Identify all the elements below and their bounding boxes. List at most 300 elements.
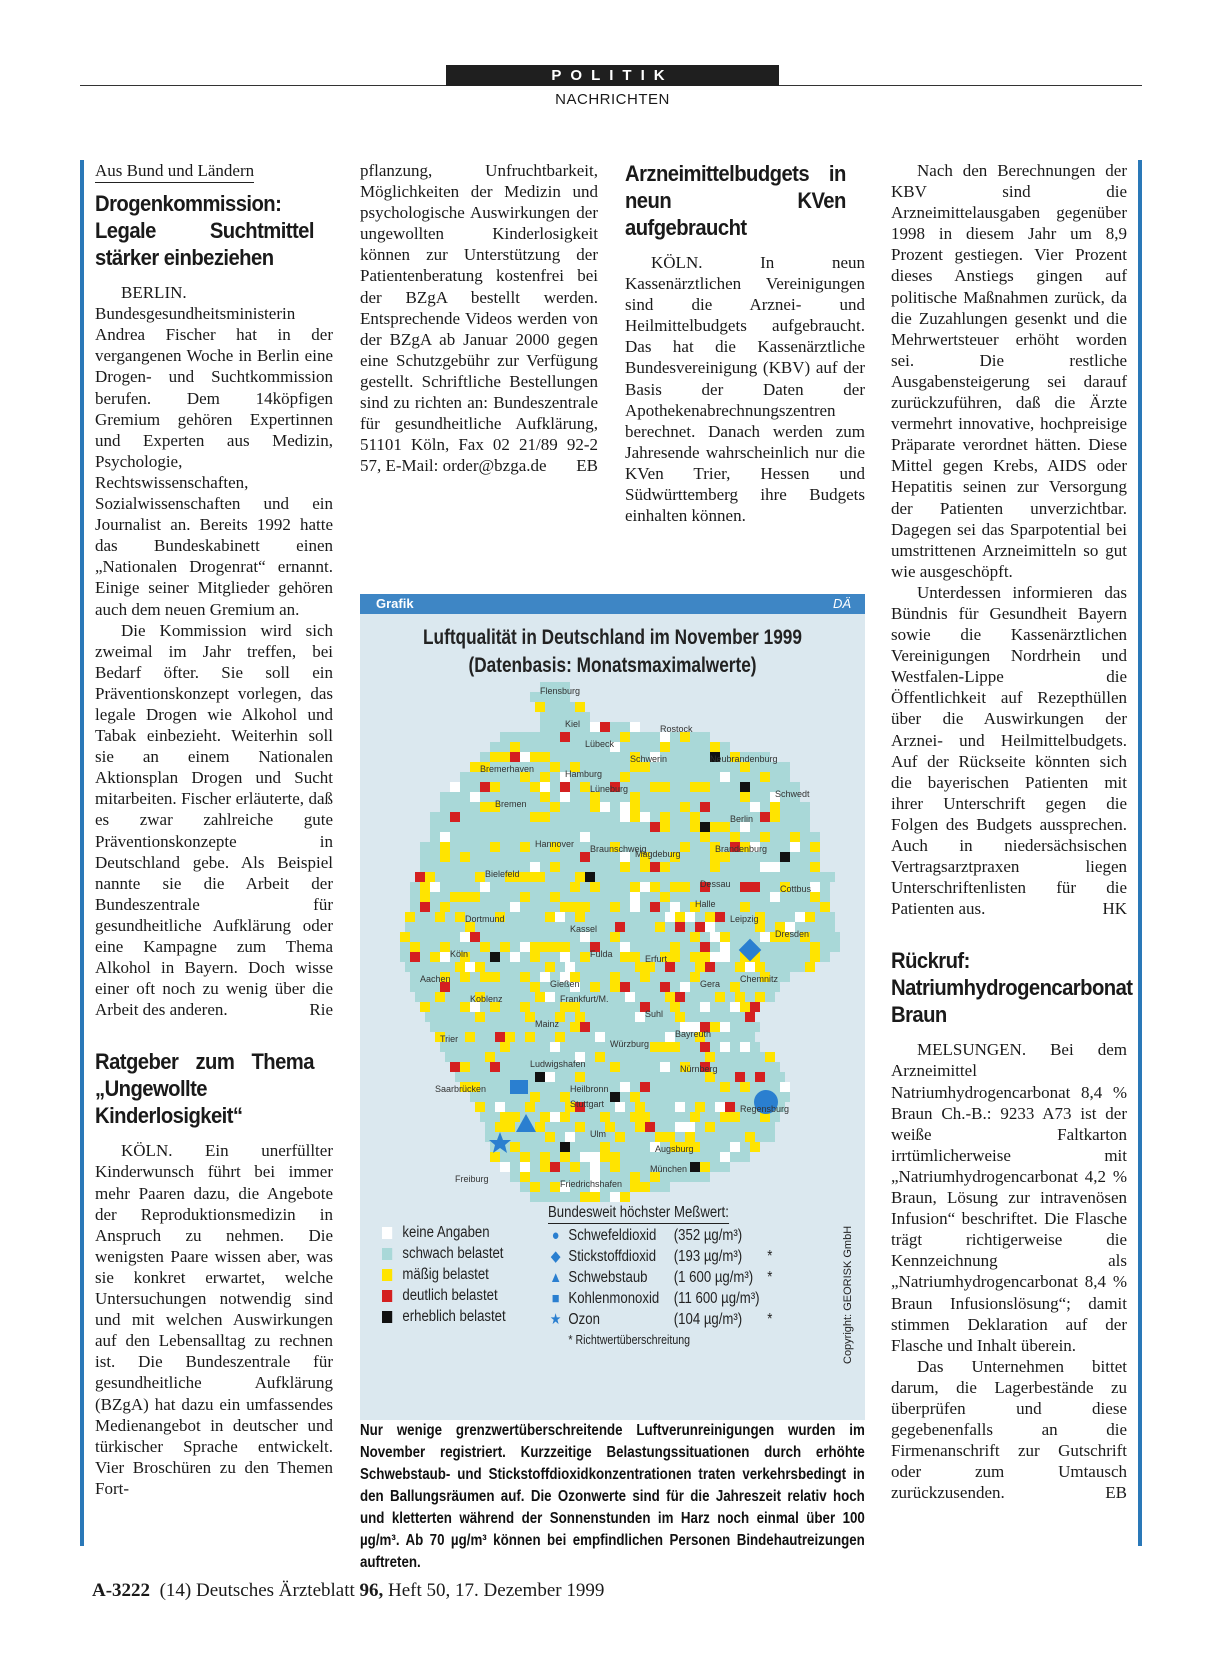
- map-cell: [650, 862, 660, 872]
- map-cell: [470, 1062, 480, 1072]
- map-cell: [740, 862, 750, 872]
- map-cell: [810, 842, 820, 852]
- map-cell: [515, 992, 525, 1002]
- map-cell: [420, 942, 430, 952]
- map-cell: [630, 892, 640, 902]
- map-cell: [740, 1152, 750, 1162]
- map-cell: [440, 852, 450, 862]
- map-cell: [470, 1022, 480, 1032]
- map-cell: [620, 762, 630, 772]
- map-cell: [675, 922, 685, 932]
- map-cell: [620, 742, 630, 752]
- map-cell: [590, 752, 600, 762]
- map-cell: [645, 992, 655, 1002]
- map-cell: [610, 892, 620, 902]
- map-cell: [570, 782, 580, 792]
- map-cell: [675, 1132, 685, 1142]
- map-cell: [470, 982, 480, 992]
- article1-paragraph: BERLIN. Bundesgesundheitsministerin Andrea Fischer hat in der vergangenen Woche in Berlin eine Drogen- und Suchtkommission berufen. Dem 14köpfigen Gremium gehören Expertinnen und Experten aus Medizin, Psychologie, Rechtswissenschaften, Sozialwissenschaften und ein Journalist an. Bereits 1992 hatte das Bundeskabinett einen „Nationalen Drogenrat“ ernannt. Einige seiner Mitglieder gehören auch dem neuen Gremium an.: [95, 283, 333, 619]
- map-cell: [560, 942, 570, 952]
- map-cell: [435, 922, 445, 932]
- map-cell: [730, 782, 740, 792]
- map-cell: [460, 862, 470, 872]
- map-cell: [520, 932, 530, 942]
- map-cell: [530, 1092, 540, 1102]
- map-cell: [675, 1102, 685, 1112]
- map-cell: [620, 1142, 630, 1152]
- map-cell: [605, 1132, 615, 1142]
- map-cell: [785, 912, 795, 922]
- map-cell: [670, 802, 680, 812]
- map-cell: [700, 802, 710, 812]
- map-cell: [740, 1002, 750, 1012]
- map-cell: [720, 902, 730, 912]
- legend-swatch: [382, 1290, 392, 1302]
- map-cell: [685, 992, 695, 1002]
- map-cell: [530, 1002, 540, 1012]
- map-cell: [540, 1182, 550, 1192]
- map-cell: [500, 892, 510, 902]
- map-cell: [660, 1022, 670, 1032]
- map-cell: [470, 772, 480, 782]
- map-cell: [605, 912, 615, 922]
- map-cell: [500, 1112, 510, 1122]
- map-cell: [410, 972, 420, 982]
- map-cell: [490, 1062, 500, 1072]
- map-cell: [570, 882, 580, 892]
- map-cell: [430, 882, 440, 892]
- map-cell: [490, 852, 500, 862]
- column-marker-right: [1138, 160, 1142, 1546]
- map-cell: [540, 852, 550, 862]
- map-cell: [515, 1132, 525, 1142]
- map-cell: [470, 822, 480, 832]
- map-cell: [620, 802, 630, 812]
- map-cell: [570, 1142, 580, 1152]
- map-cell: [525, 1102, 535, 1112]
- map-cell: [400, 942, 410, 952]
- map-cell: [800, 812, 810, 822]
- map-cell: [520, 742, 530, 752]
- carbon-monoxide-marker: [510, 1080, 528, 1094]
- map-cell: [480, 882, 490, 892]
- map-cell: [660, 772, 670, 782]
- map-cell: [705, 1052, 715, 1062]
- map-cell: [590, 812, 600, 822]
- map-cell: [500, 832, 510, 842]
- map-cell: [610, 722, 620, 732]
- map-cell: [560, 812, 570, 822]
- map-cell: [435, 1012, 445, 1022]
- map-cell: [530, 1082, 540, 1092]
- map-cell: [410, 892, 420, 902]
- map-cell: [610, 1152, 620, 1162]
- map-cell: [760, 832, 770, 842]
- map-cell: [630, 952, 640, 962]
- map-cell: [740, 832, 750, 842]
- map-cell: [800, 862, 810, 872]
- map-cell: [670, 942, 680, 952]
- map-cell: [520, 822, 530, 832]
- legend-swatch: [382, 1227, 392, 1239]
- map-cell: [710, 862, 720, 872]
- map-cell: [490, 902, 500, 912]
- map-cell: [510, 1002, 520, 1012]
- city-label: Cottbus: [780, 884, 812, 894]
- map-cell: [535, 1122, 545, 1132]
- map-cell: [780, 762, 790, 772]
- map-cell: [480, 752, 490, 762]
- map-cell: [665, 872, 675, 882]
- map-cell: [690, 952, 700, 962]
- map-cell: [620, 832, 630, 842]
- map-cell: [630, 812, 640, 822]
- map-cell: [675, 1012, 685, 1022]
- map-cell: [700, 1152, 710, 1162]
- max-row-so2: ● Schwefeldioxid (352 µg/m³): [548, 1225, 772, 1246]
- map-cell: [695, 1052, 705, 1062]
- map-cell: [780, 772, 790, 782]
- map-cell: [555, 1122, 565, 1132]
- map-cell: [810, 932, 820, 942]
- map-cell: [470, 952, 480, 962]
- map-cell: [580, 822, 590, 832]
- map-cell: [770, 1082, 780, 1092]
- map-cell: [720, 982, 730, 992]
- map-cell: [535, 912, 545, 922]
- map-cell: [690, 742, 700, 752]
- map-cell: [715, 1032, 725, 1042]
- map-cell: [645, 922, 655, 932]
- map-cell: [500, 752, 510, 762]
- map-cell: [700, 1142, 710, 1152]
- map-cell: [765, 872, 775, 882]
- map-cell: [450, 852, 460, 862]
- map-cell: [720, 772, 730, 782]
- map-cell: [700, 1092, 710, 1102]
- map-cell: [730, 792, 740, 802]
- map-cell: [530, 1182, 540, 1192]
- city-label: Fulda: [590, 949, 613, 959]
- map-cell: [660, 902, 670, 912]
- map-cell: [690, 1082, 700, 1092]
- map-cell: [555, 1102, 565, 1112]
- map-cell: [535, 702, 545, 712]
- map-cell: [755, 1052, 765, 1062]
- map-cell: [695, 912, 705, 922]
- map-cell: [620, 1112, 630, 1122]
- map-cell: [430, 862, 440, 872]
- map-cell: [470, 832, 480, 842]
- map-cell: [730, 972, 740, 982]
- map-cell: [540, 712, 550, 722]
- map-cell: [760, 942, 770, 952]
- map-cell: [750, 892, 760, 902]
- map-cell: [750, 802, 760, 812]
- headline-rueckruf: Rückruf: Natriumhydrogencarbonat Braun: [891, 948, 1133, 1028]
- map-cell: [650, 1182, 660, 1192]
- map-cell: [760, 932, 770, 942]
- map-cell: [500, 842, 510, 852]
- map-cell: [730, 1002, 740, 1012]
- map-cell: [575, 1012, 585, 1022]
- map-cell: [670, 982, 680, 992]
- map-cell: [665, 912, 675, 922]
- map-cell: [610, 982, 620, 992]
- map-cell: [715, 1122, 725, 1132]
- city-label: Erfurt: [645, 954, 668, 964]
- map-cell: [630, 1062, 640, 1072]
- map-cell: [760, 772, 770, 782]
- map-cell: [670, 792, 680, 802]
- map-cell: [680, 932, 690, 942]
- map-cell: [545, 1132, 555, 1142]
- map-cell: [520, 1062, 530, 1072]
- map-cell: [525, 872, 535, 882]
- map-cell: [565, 702, 575, 712]
- map-cell: [820, 902, 830, 912]
- map-cell: [810, 862, 820, 872]
- map-cell: [580, 752, 590, 762]
- map-cell: [450, 1022, 460, 1032]
- map-cell: [550, 762, 560, 772]
- map-cell: [720, 1092, 730, 1102]
- map-cell: [580, 832, 590, 842]
- map-cell: [415, 872, 425, 882]
- map-cell: [430, 952, 440, 962]
- map-cell: [460, 842, 470, 852]
- map-cell: [630, 732, 640, 742]
- map-cell: [540, 1162, 550, 1172]
- map-cell: [470, 942, 480, 952]
- map-cell: [480, 982, 490, 992]
- map-cell: [620, 1152, 630, 1162]
- map-cell: [440, 832, 450, 842]
- map-cell: [725, 1052, 735, 1062]
- graphic-source-mark: DÄ: [832, 596, 851, 611]
- map-cell: [715, 912, 725, 922]
- map-cell: [520, 842, 530, 852]
- max-row-co: ■ Kohlenmonoxid (11 600 µg/m³): [548, 1288, 772, 1309]
- map-cell: [670, 1062, 680, 1072]
- map-cell: [705, 1122, 715, 1132]
- section-label: POLITIK: [446, 65, 779, 86]
- map-cell: [620, 942, 630, 952]
- map-cell: [770, 772, 780, 782]
- map-cell: [455, 962, 465, 972]
- map-cell: [610, 1092, 620, 1102]
- city-label: Schwerin: [630, 754, 668, 764]
- map-cell: [780, 902, 790, 912]
- map-cell: [450, 892, 460, 902]
- map-cell: [480, 952, 490, 962]
- city-label: Gera: [700, 979, 721, 989]
- city-label: Freiburg: [455, 1174, 489, 1184]
- map-cell: [755, 1122, 765, 1132]
- map-cell: [470, 862, 480, 872]
- map-cell: [610, 1112, 620, 1122]
- map-cell: [610, 802, 620, 812]
- map-cell: [760, 822, 770, 832]
- map-cell: [720, 822, 730, 832]
- map-cell: [800, 952, 810, 962]
- map-cell: [500, 732, 510, 742]
- map-cell: [600, 752, 610, 762]
- map-cell: [620, 1162, 630, 1172]
- map-cell: [520, 882, 530, 892]
- map-cell: [440, 862, 450, 872]
- map-cell: [570, 1112, 580, 1122]
- map-cell: [570, 1152, 580, 1162]
- map-cell: [500, 942, 510, 952]
- map-cell: [670, 752, 680, 762]
- map-cell: [750, 832, 760, 842]
- map-cell: [750, 1082, 760, 1092]
- map-cell: [620, 952, 630, 962]
- map-cell: [680, 852, 690, 862]
- map-cell: [535, 1102, 545, 1112]
- map-cell: [530, 822, 540, 832]
- map-cell: [795, 962, 805, 972]
- map-cell: [540, 1002, 550, 1012]
- map-cell: [440, 802, 450, 812]
- map-cell: [700, 782, 710, 792]
- map-cell: [625, 962, 635, 972]
- map-cell: [460, 822, 470, 832]
- map-cell: [545, 702, 555, 712]
- city-label: Rostock: [660, 724, 693, 734]
- article4-paragraph: MELSUNGEN. Bei dem Arzneimittel Natriumhydrogencarbonat 8,4 % Braun Ch.-B.: 9233 A73 ist der weiße Faltkarton irrtümlicherweise mit „Natriumhydrogencarbonat 4,2 % Braun, Lösung zur intravenösen Infusion“ beschriftet. Die Flasche trägt richtigerweise die Kennzeichnung als „Natriumhydrogencarbonat 8,4 % Braun Infusionslösung“; damit stimmen Deklaration auf der Flasche und Inhalt überein.: [891, 1040, 1127, 1355]
- map-cell: [760, 782, 770, 792]
- map-cell: [575, 1032, 585, 1042]
- city-label: Ludwigshafen: [530, 1059, 586, 1069]
- copyright-note: Copyright: GEORISK GmbH: [842, 1225, 854, 1364]
- map-cell: [500, 812, 510, 822]
- page-footer: [92, 1580, 604, 1602]
- map-cell: [580, 972, 590, 982]
- map-cell: [575, 962, 585, 972]
- map-cell: [445, 1012, 455, 1022]
- map-cell: [725, 1032, 735, 1042]
- map-cell: [645, 912, 655, 922]
- map-cell: [560, 782, 570, 792]
- map-cell: [630, 832, 640, 842]
- map-cell: [655, 1102, 665, 1112]
- map-cell: [570, 752, 580, 762]
- map-cell: [710, 742, 720, 752]
- map-cell: [770, 842, 780, 852]
- map-cell: [670, 932, 680, 942]
- map-cell: [800, 802, 810, 812]
- city-label: Dessau: [700, 879, 731, 889]
- legend-swatch: [382, 1311, 392, 1323]
- map-cell: [555, 922, 565, 932]
- map-cell: [610, 1022, 620, 1032]
- map-cell: [475, 872, 485, 882]
- map-cell: [540, 722, 550, 732]
- star-icon: ★: [549, 1311, 562, 1328]
- map-cell: [515, 962, 525, 972]
- map-cell: [530, 892, 540, 902]
- map-cell: [530, 782, 540, 792]
- map-cell: [810, 882, 820, 892]
- article4-paragraph: Das Unternehmen bittet darum, die Lagerbestände zu überprüfen und diese gegebenenfalls an die Firmenanschrift zur Gutschrift oder zum Umtausch zurückzusenden. EB: [891, 1356, 1127, 1503]
- map-cell: [500, 742, 510, 752]
- map-cell: [525, 1132, 535, 1142]
- map-cell: [810, 852, 820, 862]
- map-cell: [550, 902, 560, 912]
- map-cell: [640, 1112, 650, 1122]
- map-cell: [470, 782, 480, 792]
- map-cell: [570, 852, 580, 862]
- map-cell: [590, 1162, 600, 1172]
- map-cell: [610, 1142, 620, 1152]
- map-cell: [575, 1072, 585, 1082]
- map-cell: [680, 952, 690, 962]
- map-cell: [490, 742, 500, 752]
- map-cell: [500, 902, 510, 912]
- map-cell: [550, 772, 560, 782]
- map-cell: [490, 752, 500, 762]
- map-cell: [630, 882, 640, 892]
- map-cell: [510, 852, 520, 862]
- map-cell: [540, 1192, 550, 1202]
- map-cell: [700, 942, 710, 952]
- map-cell: [690, 802, 700, 812]
- map-cell: [710, 802, 720, 812]
- map-cell: [580, 712, 590, 722]
- map-cell: [510, 972, 520, 982]
- map-cell: [660, 1182, 670, 1192]
- air-quality-graphic: [360, 594, 865, 1420]
- map-cell: [810, 832, 820, 842]
- map-cell: [560, 822, 570, 832]
- map-cell: [420, 882, 430, 892]
- map-cell: [570, 952, 580, 962]
- map-cell: [550, 1172, 560, 1182]
- map-cell: [640, 1082, 650, 1092]
- map-cell: [530, 802, 540, 812]
- map-cell: [450, 882, 460, 892]
- map-cell: [655, 922, 665, 932]
- map-cell: [540, 1092, 550, 1102]
- map-cell: [580, 892, 590, 902]
- map-cell: [530, 742, 540, 752]
- map-cell: [700, 842, 710, 852]
- map-cell: [800, 942, 810, 952]
- map-cell: [690, 782, 700, 792]
- map-cell: [690, 812, 700, 822]
- map-cell: [405, 922, 415, 932]
- map-cell: [530, 1152, 540, 1162]
- map-cell: [810, 892, 820, 902]
- map-cell: [640, 1172, 650, 1182]
- map-cell: [610, 1062, 620, 1072]
- map-cell: [675, 992, 685, 1002]
- map-cell: [655, 1052, 665, 1062]
- map-cell: [485, 1102, 495, 1112]
- map-cell: [725, 1102, 735, 1112]
- map-cell: [650, 732, 660, 742]
- map-cell: [600, 862, 610, 872]
- map-cell: [540, 1142, 550, 1152]
- map-cell: [725, 1072, 735, 1082]
- map-cell: [415, 922, 425, 932]
- article1-paragraph: Die Kommission wird sich zweimal im Jahr treffen, bei Bedarf öfter. Sie soll ein Präventionskonzept vorlegen, das legale Drogen wie Alkohol und Tabak einbezieht. Weiterhin soll sie an einem Nationalen Aktionsplan Drogen und Sucht mitarbeiten. Fischer erläuterte, daß es zwar zahlreiche gute Präventionskonzepte in Deutschland gebe. Als Beispiel nannte sie die Arbeit der Bundeszentrale für gesundheitliche Aufklärung oder eine Kampagne zum Thema Alkohol in Bayern. Doch wisse einer oft noch zu wenig über die Arbeit des anderen. Rie: [95, 620, 333, 1020]
- map-cell: [645, 872, 655, 882]
- map-cell: [550, 1152, 560, 1162]
- graphic-header-bar: [360, 594, 865, 614]
